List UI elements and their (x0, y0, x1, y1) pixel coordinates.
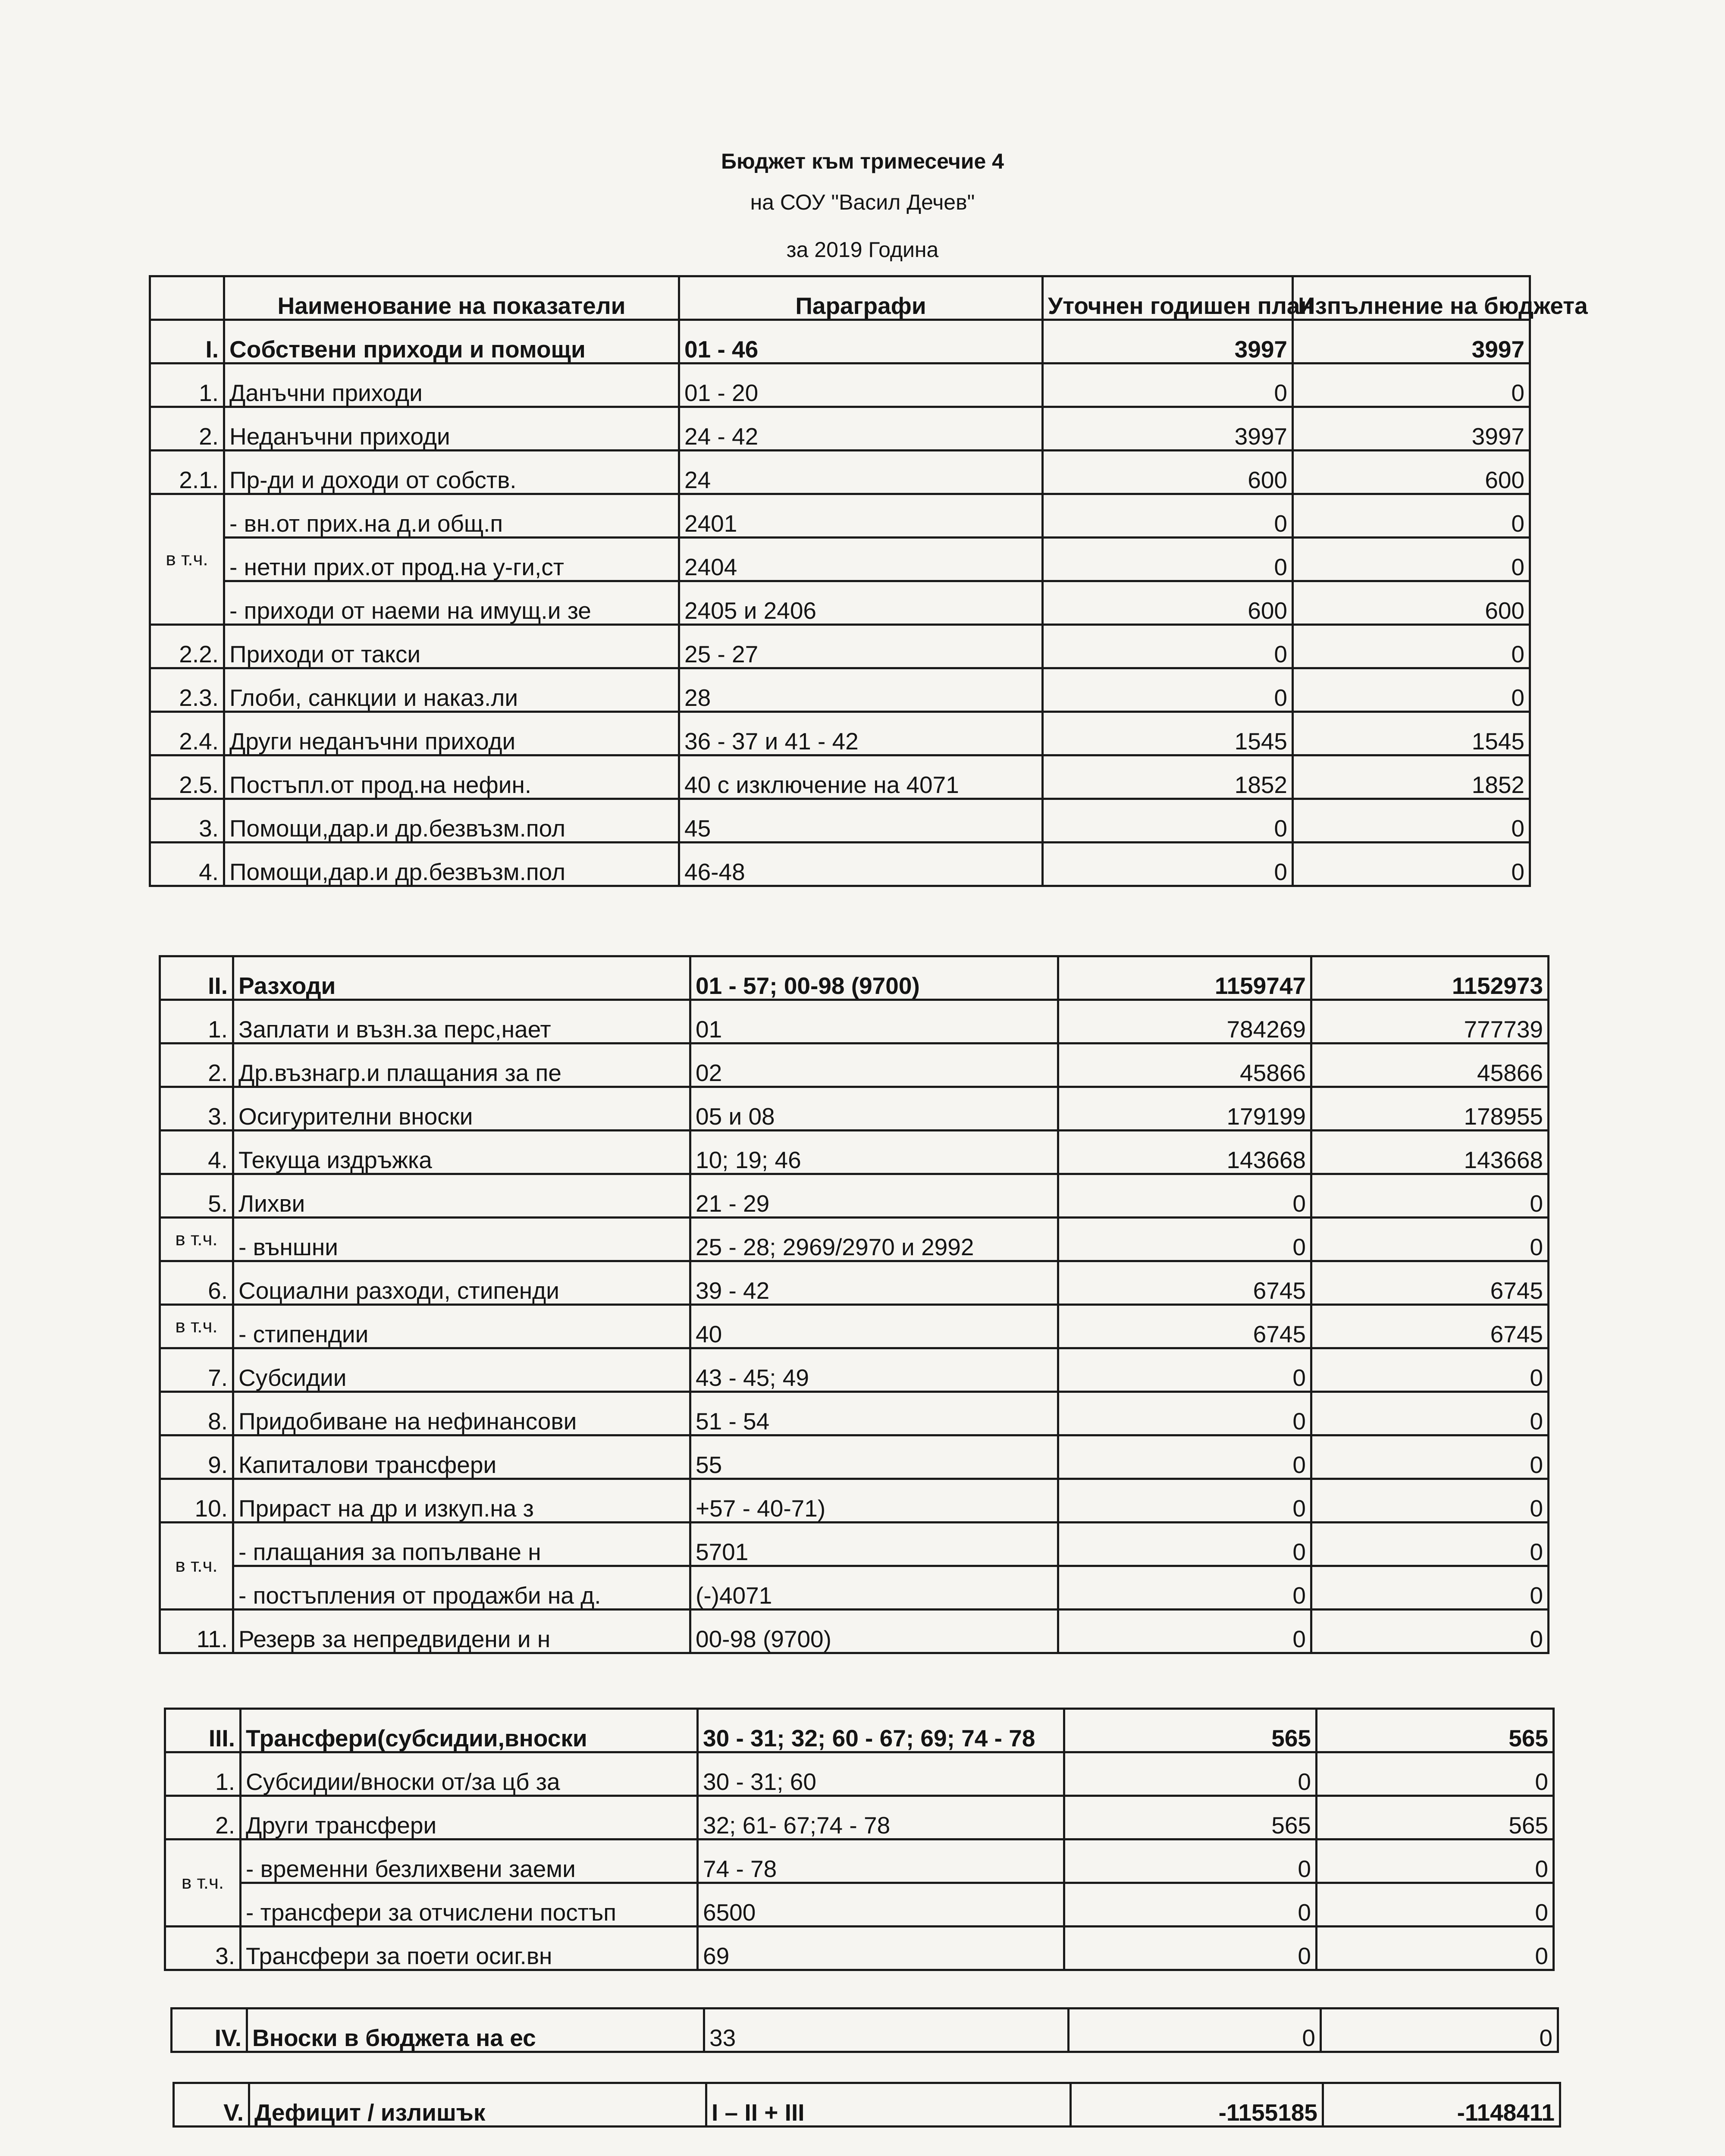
row-code: 2.5. (150, 755, 224, 799)
section-3-head-row (165, 1709, 1554, 1752)
row-code: 1. (165, 1752, 241, 1796)
table-row (160, 1087, 1549, 1131)
row-paragraphs: 30 - 31; 60 (698, 1752, 1064, 1796)
row-plan: 784269 (1058, 1000, 1311, 1044)
row-plan: 0 (1058, 1479, 1311, 1523)
row-paragraphs: 55 (690, 1435, 1058, 1479)
table-row (150, 843, 1530, 886)
row-name: Лихви (233, 1174, 690, 1218)
row-code: 7. (160, 1348, 233, 1392)
row-code: 3. (160, 1087, 233, 1131)
row-plan: 1159747 (1058, 956, 1311, 1000)
row-code: 2.2. (150, 625, 224, 668)
section-5-row (174, 2083, 1560, 2127)
row-name: Субсидии/вноски от/за цб за (241, 1752, 698, 1796)
row-name: Резерв за непредвидени и н (233, 1610, 690, 1653)
vtc-label: в т.ч. (165, 1839, 241, 1927)
row-execution: 0 (1293, 494, 1530, 538)
section-1-table (149, 275, 1588, 887)
row-name: Трансфери за поети осиг.вн (241, 1927, 698, 1970)
section-5-table (172, 2082, 1561, 2128)
row-paragraphs: 01 - 46 (679, 320, 1043, 364)
row-plan: 179199 (1058, 1087, 1311, 1131)
header-plan: Уточнен годишен план (1043, 276, 1293, 320)
row-execution: 45866 (1311, 1044, 1549, 1087)
row-code: III. (165, 1709, 241, 1752)
row-execution: 3997 (1293, 320, 1530, 364)
row-code: I. (150, 320, 224, 364)
row-name: Пр-ди и доходи от собств. (224, 451, 679, 494)
doc-title: Бюджет към тримесечие 4 (721, 149, 1004, 173)
row-plan: 0 (1064, 1883, 1317, 1927)
row-paragraphs: 32; 61- 67;74 - 78 (698, 1796, 1064, 1839)
table-row (150, 755, 1530, 799)
table-row (160, 1131, 1549, 1174)
row-execution: 777739 (1311, 1000, 1549, 1044)
table-row (150, 581, 1530, 625)
row-execution: 3997 (1293, 407, 1530, 451)
row-paragraphs: 33 (704, 2009, 1069, 2052)
row-plan: 0 (1043, 625, 1293, 668)
header-paragraphs: Параграфи (679, 276, 1043, 320)
row-code: 1. (150, 364, 224, 407)
row-name: Други трансфери (241, 1796, 698, 1839)
table-row (150, 451, 1530, 494)
row-name: Трансфери(субсидии,вноски (241, 1709, 698, 1752)
table-row (150, 625, 1530, 668)
table-row (150, 538, 1530, 581)
section-2-head-row (160, 956, 1549, 1000)
header-blank (150, 276, 224, 320)
row-name: Разходи (233, 956, 690, 1000)
row-plan: 600 (1043, 581, 1293, 625)
row-paragraphs: 40 с изключение на 4071 (679, 755, 1043, 799)
row-plan: 0 (1058, 1610, 1311, 1653)
table-row (160, 1218, 1549, 1261)
row-paragraphs: 01 (690, 1000, 1058, 1044)
row-code: 1. (160, 1000, 233, 1044)
row-name: - временни безлихвени заеми (241, 1839, 698, 1883)
row-plan: 0 (1058, 1435, 1311, 1479)
row-execution: 0 (1311, 1523, 1549, 1566)
row-code: 3. (150, 799, 224, 843)
row-execution: 1852 (1293, 755, 1530, 799)
table-row (160, 1610, 1549, 1653)
row-execution: 0 (1293, 843, 1530, 886)
row-code: 2. (150, 407, 224, 451)
row-code: 11. (160, 1610, 233, 1653)
row-name: Заплати и възн.за перс,нает (233, 1000, 690, 1044)
row-paragraphs: 24 (679, 451, 1043, 494)
row-code: 6. (160, 1261, 233, 1305)
row-paragraphs: 40 (690, 1305, 1058, 1348)
row-execution: 0 (1311, 1610, 1549, 1653)
row-execution: 6745 (1311, 1261, 1549, 1305)
row-code: 2.1. (150, 451, 224, 494)
row-execution: 0 (1311, 1174, 1549, 1218)
row-code: 2.4. (150, 712, 224, 755)
row-plan: 0 (1043, 668, 1293, 712)
row-paragraphs: (-)4071 (690, 1566, 1058, 1610)
row-plan: 565 (1064, 1709, 1317, 1752)
row-name: Прираст на др и изкуп.на з (233, 1479, 690, 1523)
table-row (160, 1261, 1549, 1305)
table-row (165, 1927, 1554, 1970)
table-row (160, 1000, 1549, 1044)
vtc-label: в т.ч. (150, 494, 224, 625)
row-execution: 565 (1317, 1709, 1554, 1752)
row-name: Помощи,дар.и др.безвъзм.пол (224, 843, 679, 886)
row-paragraphs: 25 - 28; 2969/2970 и 2992 (690, 1218, 1058, 1261)
row-paragraphs: 24 - 42 (679, 407, 1043, 451)
table-row (165, 1883, 1554, 1927)
row-execution: 0 (1293, 668, 1530, 712)
row-execution: 600 (1293, 581, 1530, 625)
row-execution: 1152973 (1311, 956, 1549, 1000)
row-code: 2. (165, 1796, 241, 1839)
row-paragraphs: 51 - 54 (690, 1392, 1058, 1435)
row-paragraphs: 28 (679, 668, 1043, 712)
row-paragraphs: 10; 19; 46 (690, 1131, 1058, 1174)
row-execution: 0 (1293, 799, 1530, 843)
row-plan: -1155185 (1071, 2083, 1323, 2127)
row-code: 4. (150, 843, 224, 886)
row-execution: 0 (1293, 364, 1530, 407)
row-code: II. (160, 956, 233, 1000)
row-execution: 0 (1293, 625, 1530, 668)
row-name: - стипендии (233, 1305, 690, 1348)
row-name: Субсидии (233, 1348, 690, 1392)
row-name: Дефицит / излишък (249, 2083, 706, 2127)
row-code: 10. (160, 1479, 233, 1523)
row-execution: 565 (1317, 1796, 1554, 1839)
row-execution: 0 (1311, 1479, 1549, 1523)
row-execution: 0 (1311, 1392, 1549, 1435)
row-execution: 0 (1317, 1883, 1554, 1927)
row-plan: 600 (1043, 451, 1293, 494)
doc-subtitle: на СОУ "Васил Дечев" (750, 190, 975, 214)
table-row (165, 1839, 1554, 1883)
row-execution: -1148411 (1323, 2083, 1560, 2127)
row-plan: 3997 (1043, 320, 1293, 364)
row-plan: 0 (1058, 1218, 1311, 1261)
row-execution: 0 (1311, 1435, 1549, 1479)
row-name: - приходи от наеми на имущ.и зе (224, 581, 679, 625)
table-row (165, 1796, 1554, 1839)
row-name: - трансфери за отчислени постъп (241, 1883, 698, 1927)
row-paragraphs: 02 (690, 1044, 1058, 1087)
table-row (150, 712, 1530, 755)
row-name: Вноски в бюджета на ес (247, 2009, 704, 2052)
row-name: Помощи,дар.и др.безвъзм.пол (224, 799, 679, 843)
row-name: Социални разходи, стипенди (233, 1261, 690, 1305)
row-name: - външни (233, 1218, 690, 1261)
section-2-table (159, 955, 1549, 1654)
row-paragraphs: 2401 (679, 494, 1043, 538)
row-code: 2.3. (150, 668, 224, 712)
table-row (160, 1044, 1549, 1087)
row-name: - плащания за попълване н (233, 1523, 690, 1566)
row-execution: 0 (1311, 1566, 1549, 1610)
section-4-table (170, 2007, 1559, 2053)
row-paragraphs: 5701 (690, 1523, 1058, 1566)
row-name: Приходи от такси (224, 625, 679, 668)
row-code: 2. (160, 1044, 233, 1087)
table-header-row (150, 276, 1530, 320)
row-paragraphs: 43 - 45; 49 (690, 1348, 1058, 1392)
row-plan: 6745 (1058, 1261, 1311, 1305)
row-plan: 6745 (1058, 1305, 1311, 1348)
row-plan: 0 (1043, 538, 1293, 581)
row-name: - нетни прих.от прод.на у-ги,ст (224, 538, 679, 581)
row-plan: 0 (1043, 799, 1293, 843)
table-row (160, 1435, 1549, 1479)
row-plan: 143668 (1058, 1131, 1311, 1174)
row-execution: 0 (1317, 1839, 1554, 1883)
row-paragraphs: 39 - 42 (690, 1261, 1058, 1305)
row-execution: 0 (1321, 2009, 1558, 2052)
row-plan: 565 (1064, 1796, 1317, 1839)
row-name: Текуща издръжка (233, 1131, 690, 1174)
section-4-row (172, 2009, 1558, 2052)
row-name: Придобиване на нефинансови (233, 1392, 690, 1435)
row-plan: 0 (1064, 1839, 1317, 1883)
row-plan: 0 (1069, 2009, 1321, 2052)
row-execution: 143668 (1311, 1131, 1549, 1174)
table-row (160, 1305, 1549, 1348)
row-plan: 0 (1064, 1752, 1317, 1796)
table-row (160, 1566, 1549, 1610)
row-paragraphs: 46-48 (679, 843, 1043, 886)
table-row (150, 364, 1530, 407)
row-name: Собствени приходи и помощи (224, 320, 679, 364)
row-name: Други неданъчни приходи (224, 712, 679, 755)
table-row (160, 1348, 1549, 1392)
header-name: Наименование на показатели (224, 276, 679, 320)
section-3-table (164, 1708, 1555, 1971)
row-name: Капиталови трансфери (233, 1435, 690, 1479)
row-paragraphs: 69 (698, 1927, 1064, 1970)
row-plan: 0 (1043, 843, 1293, 886)
row-code: в т.ч. (160, 1305, 233, 1348)
table-row (165, 1752, 1554, 1796)
table-row (160, 1392, 1549, 1435)
row-execution: 6745 (1311, 1305, 1549, 1348)
row-code: 9. (160, 1435, 233, 1479)
row-name: Осигурителни вноски (233, 1087, 690, 1131)
row-paragraphs: I – II + III (706, 2083, 1071, 2127)
row-paragraphs: 05 и 08 (690, 1087, 1058, 1131)
table-row (160, 1479, 1549, 1523)
row-paragraphs: 25 - 27 (679, 625, 1043, 668)
vtc-label: в т.ч. (160, 1523, 233, 1610)
row-name: Глоби, санкции и наказ.ли (224, 668, 679, 712)
row-name: - постъпления от продажби на д. (233, 1566, 690, 1610)
row-paragraphs: 21 - 29 (690, 1174, 1058, 1218)
row-paragraphs: 2405 и 2406 (679, 581, 1043, 625)
row-name: Данъчни приходи (224, 364, 679, 407)
row-execution: 0 (1293, 538, 1530, 581)
row-plan: 1852 (1043, 755, 1293, 799)
row-paragraphs: 00-98 (9700) (690, 1610, 1058, 1653)
row-plan: 1545 (1043, 712, 1293, 755)
row-execution: 0 (1317, 1927, 1554, 1970)
row-plan: 0 (1058, 1523, 1311, 1566)
row-plan: 0 (1043, 364, 1293, 407)
row-plan: 0 (1058, 1348, 1311, 1392)
doc-year: за 2019 Година (786, 238, 939, 262)
row-paragraphs: 74 - 78 (698, 1839, 1064, 1883)
row-plan: 0 (1064, 1927, 1317, 1970)
row-execution: 1545 (1293, 712, 1530, 755)
row-code: IV. (172, 2009, 247, 2052)
table-row (150, 407, 1530, 451)
table-row (150, 799, 1530, 843)
row-plan: 45866 (1058, 1044, 1311, 1087)
table-row (150, 494, 1530, 538)
header-execution: Изпълнение на бюджета (1293, 276, 1530, 320)
row-execution: 178955 (1311, 1087, 1549, 1131)
row-code: V. (174, 2083, 249, 2127)
row-paragraphs: 6500 (698, 1883, 1064, 1927)
table-row (160, 1523, 1549, 1566)
row-paragraphs: 2404 (679, 538, 1043, 581)
table-row (150, 668, 1530, 712)
row-code: в т.ч. (160, 1218, 233, 1261)
row-plan: 0 (1058, 1174, 1311, 1218)
row-paragraphs: 36 - 37 и 41 - 42 (679, 712, 1043, 755)
row-paragraphs: 01 - 57; 00-98 (9700) (690, 956, 1058, 1000)
row-plan: 0 (1058, 1392, 1311, 1435)
row-plan: 3997 (1043, 407, 1293, 451)
row-execution: 600 (1293, 451, 1530, 494)
row-plan: 0 (1043, 494, 1293, 538)
row-execution: 0 (1311, 1348, 1549, 1392)
row-name: - вн.от прих.на д.и общ.п (224, 494, 679, 538)
row-name: Др.възнагр.и плащания за пе (233, 1044, 690, 1087)
row-plan: 0 (1058, 1566, 1311, 1610)
row-paragraphs: 30 - 31; 32; 60 - 67; 69; 74 - 78 (698, 1709, 1064, 1752)
section-1-head-row (150, 320, 1530, 364)
table-row (160, 1174, 1549, 1218)
row-execution: 0 (1311, 1218, 1549, 1261)
row-name: Неданъчни приходи (224, 407, 679, 451)
row-execution: 0 (1317, 1752, 1554, 1796)
row-code: 5. (160, 1174, 233, 1218)
row-code: 8. (160, 1392, 233, 1435)
row-paragraphs: 01 - 20 (679, 364, 1043, 407)
row-code: 3. (165, 1927, 241, 1970)
row-paragraphs: 45 (679, 799, 1043, 843)
row-paragraphs: +57 - 40-71) (690, 1479, 1058, 1523)
row-name: Постъпл.от прод.на нефин. (224, 755, 679, 799)
row-code: 4. (160, 1131, 233, 1174)
